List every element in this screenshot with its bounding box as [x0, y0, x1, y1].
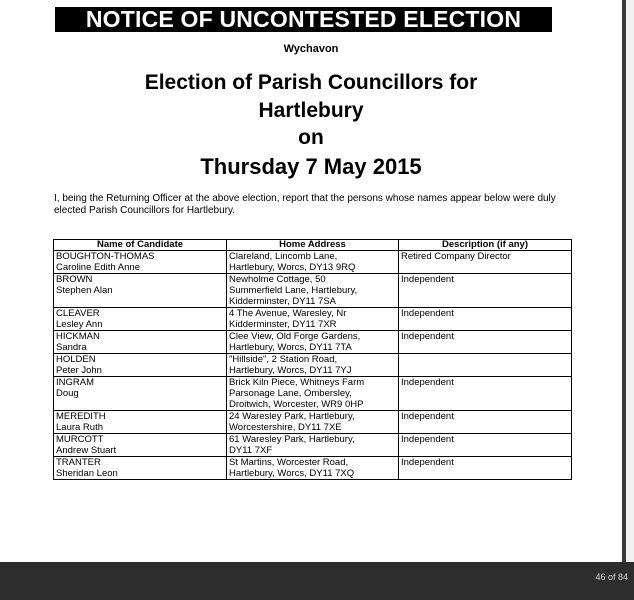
council-name: Wychavon: [283, 43, 339, 55]
candidate-description: Independent: [401, 434, 454, 445]
table-row: [54, 377, 572, 411]
candidate-forenames: Andrew Stuart: [56, 445, 117, 456]
election-date: Thursday 7 May 2015: [200, 154, 422, 179]
description-cell: [399, 354, 572, 377]
address-line: Parsonage Lane, Ombersley,: [229, 388, 352, 399]
viewer-side: [626, 0, 634, 562]
address-line: St Martins, Worcester Road,: [229, 457, 349, 468]
candidate-description: Independent: [401, 274, 454, 285]
candidate-name-cell: [54, 331, 227, 354]
address-line: Kidderminster, DY11 7XR: [229, 319, 337, 330]
candidate-surname: HICKMAN: [56, 331, 100, 342]
table-row: [54, 434, 572, 457]
candidate-name-cell: [54, 308, 227, 331]
table-row: [54, 354, 572, 377]
candidate-surname: INGRAM: [56, 377, 94, 388]
candidate-name-cell: [54, 411, 227, 434]
candidate-forenames: Sheridan Leon: [56, 468, 118, 479]
table-row: [54, 274, 572, 308]
notice-banner: NOTICE OF UNCONTESTED ELECTION: [55, 7, 552, 32]
header-address: Home Address: [227, 240, 399, 251]
page-indicator: 46 of 84: [595, 572, 628, 582]
address-line: Hartlebury, Worcs, DY11 7TA: [229, 342, 352, 353]
description-cell: [399, 251, 572, 274]
candidate-forenames: Lesley Ann: [56, 319, 103, 330]
description-cell: [399, 434, 572, 457]
candidate-name-cell: [54, 274, 227, 308]
description-cell: [399, 411, 572, 434]
candidate-forenames: Stephen Alan: [56, 285, 113, 296]
address-line: 4 The Avenue, Waresley, Nr: [229, 308, 347, 319]
election-title-line-3: on: [298, 126, 324, 149]
candidate-name-cell: [54, 377, 227, 411]
home-address-cell: [227, 434, 399, 457]
description-cell: [399, 457, 572, 480]
header-description: Description (if any): [399, 240, 572, 251]
address-line: Newholme Cottage, 50: [229, 274, 326, 285]
table-row: [54, 251, 572, 274]
description-cell: [399, 331, 572, 354]
address-line: Clee View, Old Forge Gardens,: [229, 331, 361, 342]
home-address-cell: [227, 354, 399, 377]
header-name: Name of Candidate: [54, 240, 227, 251]
candidate-forenames: Sandra: [56, 342, 87, 353]
candidate-surname: TRANTER: [56, 457, 101, 468]
home-address-cell: [227, 377, 399, 411]
candidate-name-cell: [54, 251, 227, 274]
table-header-row: [54, 240, 572, 251]
address-line: Hartlebury, Worcs, DY11 7XQ: [229, 468, 355, 479]
candidate-surname: BROWN: [56, 274, 93, 285]
address-line: Kidderminster, DY11 7SA: [229, 296, 337, 307]
candidate-surname: CLEAVER: [56, 308, 100, 319]
election-title-line-2: Hartlebury: [258, 99, 364, 122]
table-row: [54, 331, 572, 354]
address-line: Brick Kiln Piece, Whitneys Farm: [229, 377, 365, 388]
home-address-cell: [227, 331, 399, 354]
candidate-description: Independent: [401, 411, 454, 422]
candidate-forenames: Peter John: [56, 365, 102, 376]
table-row: [54, 457, 572, 480]
address-line: Clareland, Lincomb Lane,: [229, 251, 338, 262]
home-address-cell: [227, 251, 399, 274]
table-row: [54, 411, 572, 434]
candidate-surname: MURCOTT: [56, 434, 104, 445]
election-title-line-1: Election of Parish Councillors for: [144, 71, 478, 94]
address-line: "Hillside", 2 Station Road,: [229, 354, 338, 365]
address-line: Droitwich, Worcester, WR9 0HP: [229, 399, 364, 410]
address-line: Hartlebury, Worcs, DY11 7YJ: [229, 365, 352, 376]
candidate-forenames: Laura Ruth: [56, 422, 104, 433]
candidate-surname: BOUGHTON-THOMAS: [56, 251, 155, 262]
home-address-cell: [227, 308, 399, 331]
candidate-description: Retired Company Director: [401, 251, 511, 262]
candidate-description: Independent: [401, 377, 454, 388]
candidates-table: [53, 239, 572, 480]
candidate-forenames: Caroline Edith Anne: [56, 262, 140, 273]
candidate-forenames: Doug: [56, 388, 79, 399]
description-cell: [399, 274, 572, 308]
table-row: [54, 308, 572, 331]
candidate-name-cell: [54, 457, 227, 480]
candidate-description: Independent: [401, 308, 454, 319]
address-line: DY11 7XF: [229, 445, 273, 456]
candidate-name-cell: [54, 354, 227, 377]
description-cell: [399, 308, 572, 331]
viewer-toolbar: [0, 562, 634, 600]
candidate-surname: HOLDEN: [56, 354, 96, 365]
home-address-cell: [227, 411, 399, 434]
home-address-cell: [227, 274, 399, 308]
home-address-cell: [227, 457, 399, 480]
candidate-name-cell: [54, 434, 227, 457]
description-cell: [399, 377, 572, 411]
address-line: Hartlebury, Worcs, DY13 9RQ: [229, 262, 356, 273]
candidate-surname: MEREDITH: [56, 411, 106, 422]
intro-paragraph: I, being the Returning Officer at the above election, report that the persons whose names appear below were duly elected Parish Councillors for Hartlebury.: [54, 193, 556, 216]
candidate-description: Independent: [401, 331, 454, 342]
address-line: 61 Waresley Park, Hartlebury,: [229, 434, 355, 445]
address-line: 24 Waresley Park, Hartlebury,: [229, 411, 355, 422]
address-line: Summerfield Lane, Hartlebury,: [229, 285, 358, 296]
address-line: Worcestershire, DY11 7XE: [229, 422, 342, 433]
candidate-description: Independent: [401, 457, 454, 468]
